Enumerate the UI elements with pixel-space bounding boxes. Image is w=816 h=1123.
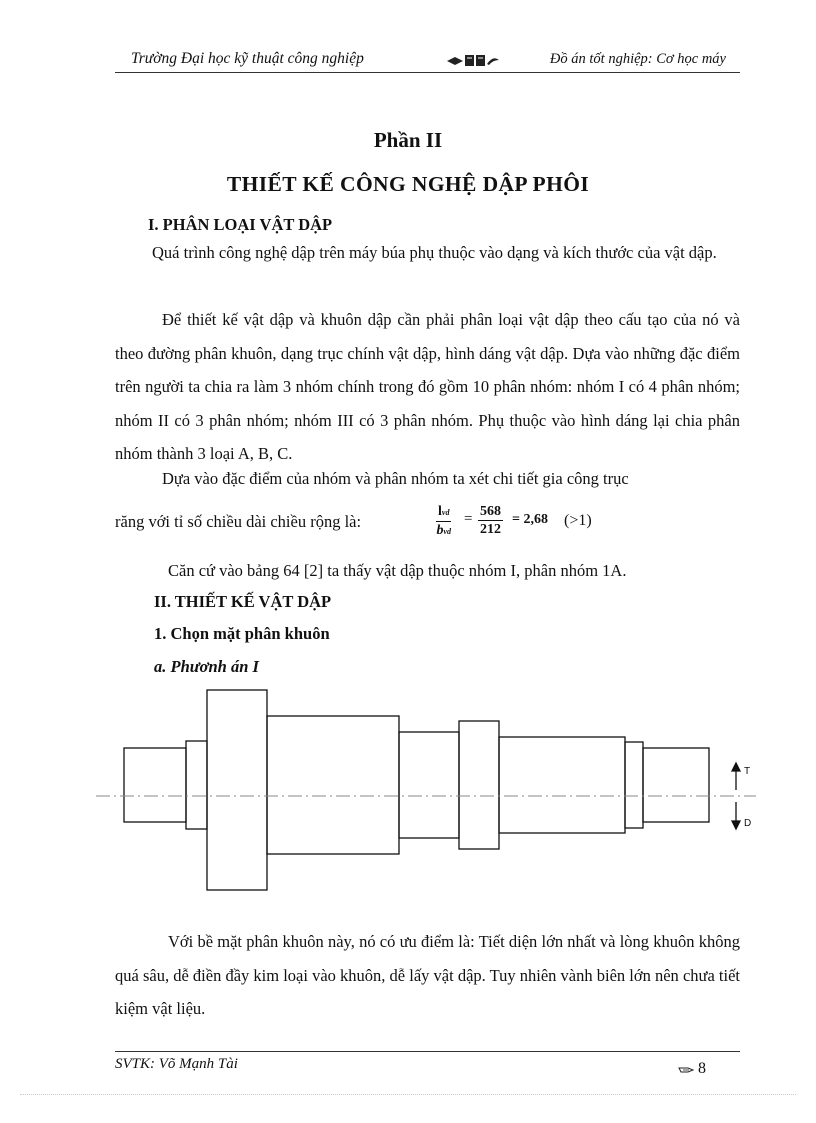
label-bottom: D <box>744 818 752 829</box>
shaft-step-5 <box>459 721 499 849</box>
shaft-step-2 <box>186 741 207 829</box>
shaft-step-6 <box>499 737 625 833</box>
shaft-step-7 <box>625 742 643 828</box>
page-number: 8 <box>698 1060 706 1077</box>
header-subject: Đồ án tốt nghiệp: Cơ học máy <box>549 51 726 67</box>
den-subscript: vd <box>443 527 451 536</box>
ratio-result: = 2,68 <box>512 512 548 527</box>
paragraph-2: Để thiết kế vật dập và khuôn dập cần phải phân loại vật dập theo cấu tạo của nó và theo đường phân khuôn, dạng trục chính vật dập, hình dáng vật dập. Dựa vào những đặc điểm trên người ta chia ra làm 3 nhóm chính trong đó gồm 10 phân nhóm: nhóm I có 4 phân nhóm; nhóm II có 3 phân nhóm; nhóm III có 3 phân nhóm. Phụ thuộc vào hình dáng lại chia phân nhóm thành 3 loại A, B, C. <box>115 310 740 463</box>
paragraph-3-line-1: Dựa vào đặc điểm của nhóm và phân nhóm ta xét chi tiết gia công trục <box>162 469 629 488</box>
shaft-step-3 <box>267 716 399 854</box>
chapter-title: THIẾT KẾ CÔNG NGHỆ DẬP PHÔI <box>226 172 590 196</box>
den-value: 212 <box>480 522 501 537</box>
ratio-formula: lvd bvd = $\frac{568}{212}$ = 2,68 (>1) <box>436 504 592 538</box>
pointing-hand-icon <box>678 1064 694 1074</box>
paragraph-after-drawing: Với bề mặt phân khuôn này, nó có ưu điểm là: Tiết diện lớn nhất và lòng khuôn không quá sâu, dễ điền đầy kim loại vào khuôn, dễ lấy vật dập. Tuy nhiên vành biên lớn nên chưa tiết kiệm vật liệu. <box>115 932 740 1018</box>
footer-author: SVTK: Võ Mạnh Tài <box>115 1056 238 1072</box>
shaft-step-8 <box>643 748 709 822</box>
subsection-heading-1: 1. Chọn mặt phân khuôn <box>154 624 330 643</box>
arrow-down-icon <box>732 821 740 829</box>
arrow-up-icon <box>732 763 740 771</box>
header-school: Trường Đại học kỹ thuật công nghiệp <box>131 50 364 67</box>
section-heading-1: I. PHÂN LOẠI VẬT DẬP <box>148 215 333 234</box>
num-subscript: vd <box>441 508 450 517</box>
shaft-step-1 <box>124 748 186 822</box>
num-var: l <box>438 504 442 519</box>
paragraph-3-line-2: răng với tỉ số chiều dài chiều rộng là: <box>115 512 362 531</box>
shaft-step-4 <box>399 732 459 838</box>
section-heading-2: II. THIẾT KẾ VẬT DẬP <box>154 592 332 611</box>
ratio-symbolic <box>436 503 451 540</box>
subsection-heading-1a: a. Phươnh án I <box>154 657 259 676</box>
paragraph-1: Quá trình công nghệ dập trên máy búa phụ thuộc vào dạng và kích thước của vật dập. <box>152 243 717 262</box>
shaft-drawing <box>96 685 766 905</box>
ratio-condition: (>1) <box>564 512 592 529</box>
den-var: b <box>436 523 444 538</box>
shaft-flange <box>207 690 267 890</box>
book-ornament-icon <box>443 51 503 69</box>
bottom-dotted-rule <box>20 1094 796 1095</box>
ratio-numeric <box>478 503 503 538</box>
page-header <box>115 50 740 73</box>
label-top: T <box>744 766 751 777</box>
num-value: 568 <box>480 504 501 519</box>
part-title: Phần II <box>373 128 443 152</box>
page-footer <box>115 1051 740 1080</box>
paragraph-4: Căn cứ vào bảng 64 [2] ta thấy vật dập thuộc nhóm I, phân nhóm 1A. <box>168 561 627 580</box>
